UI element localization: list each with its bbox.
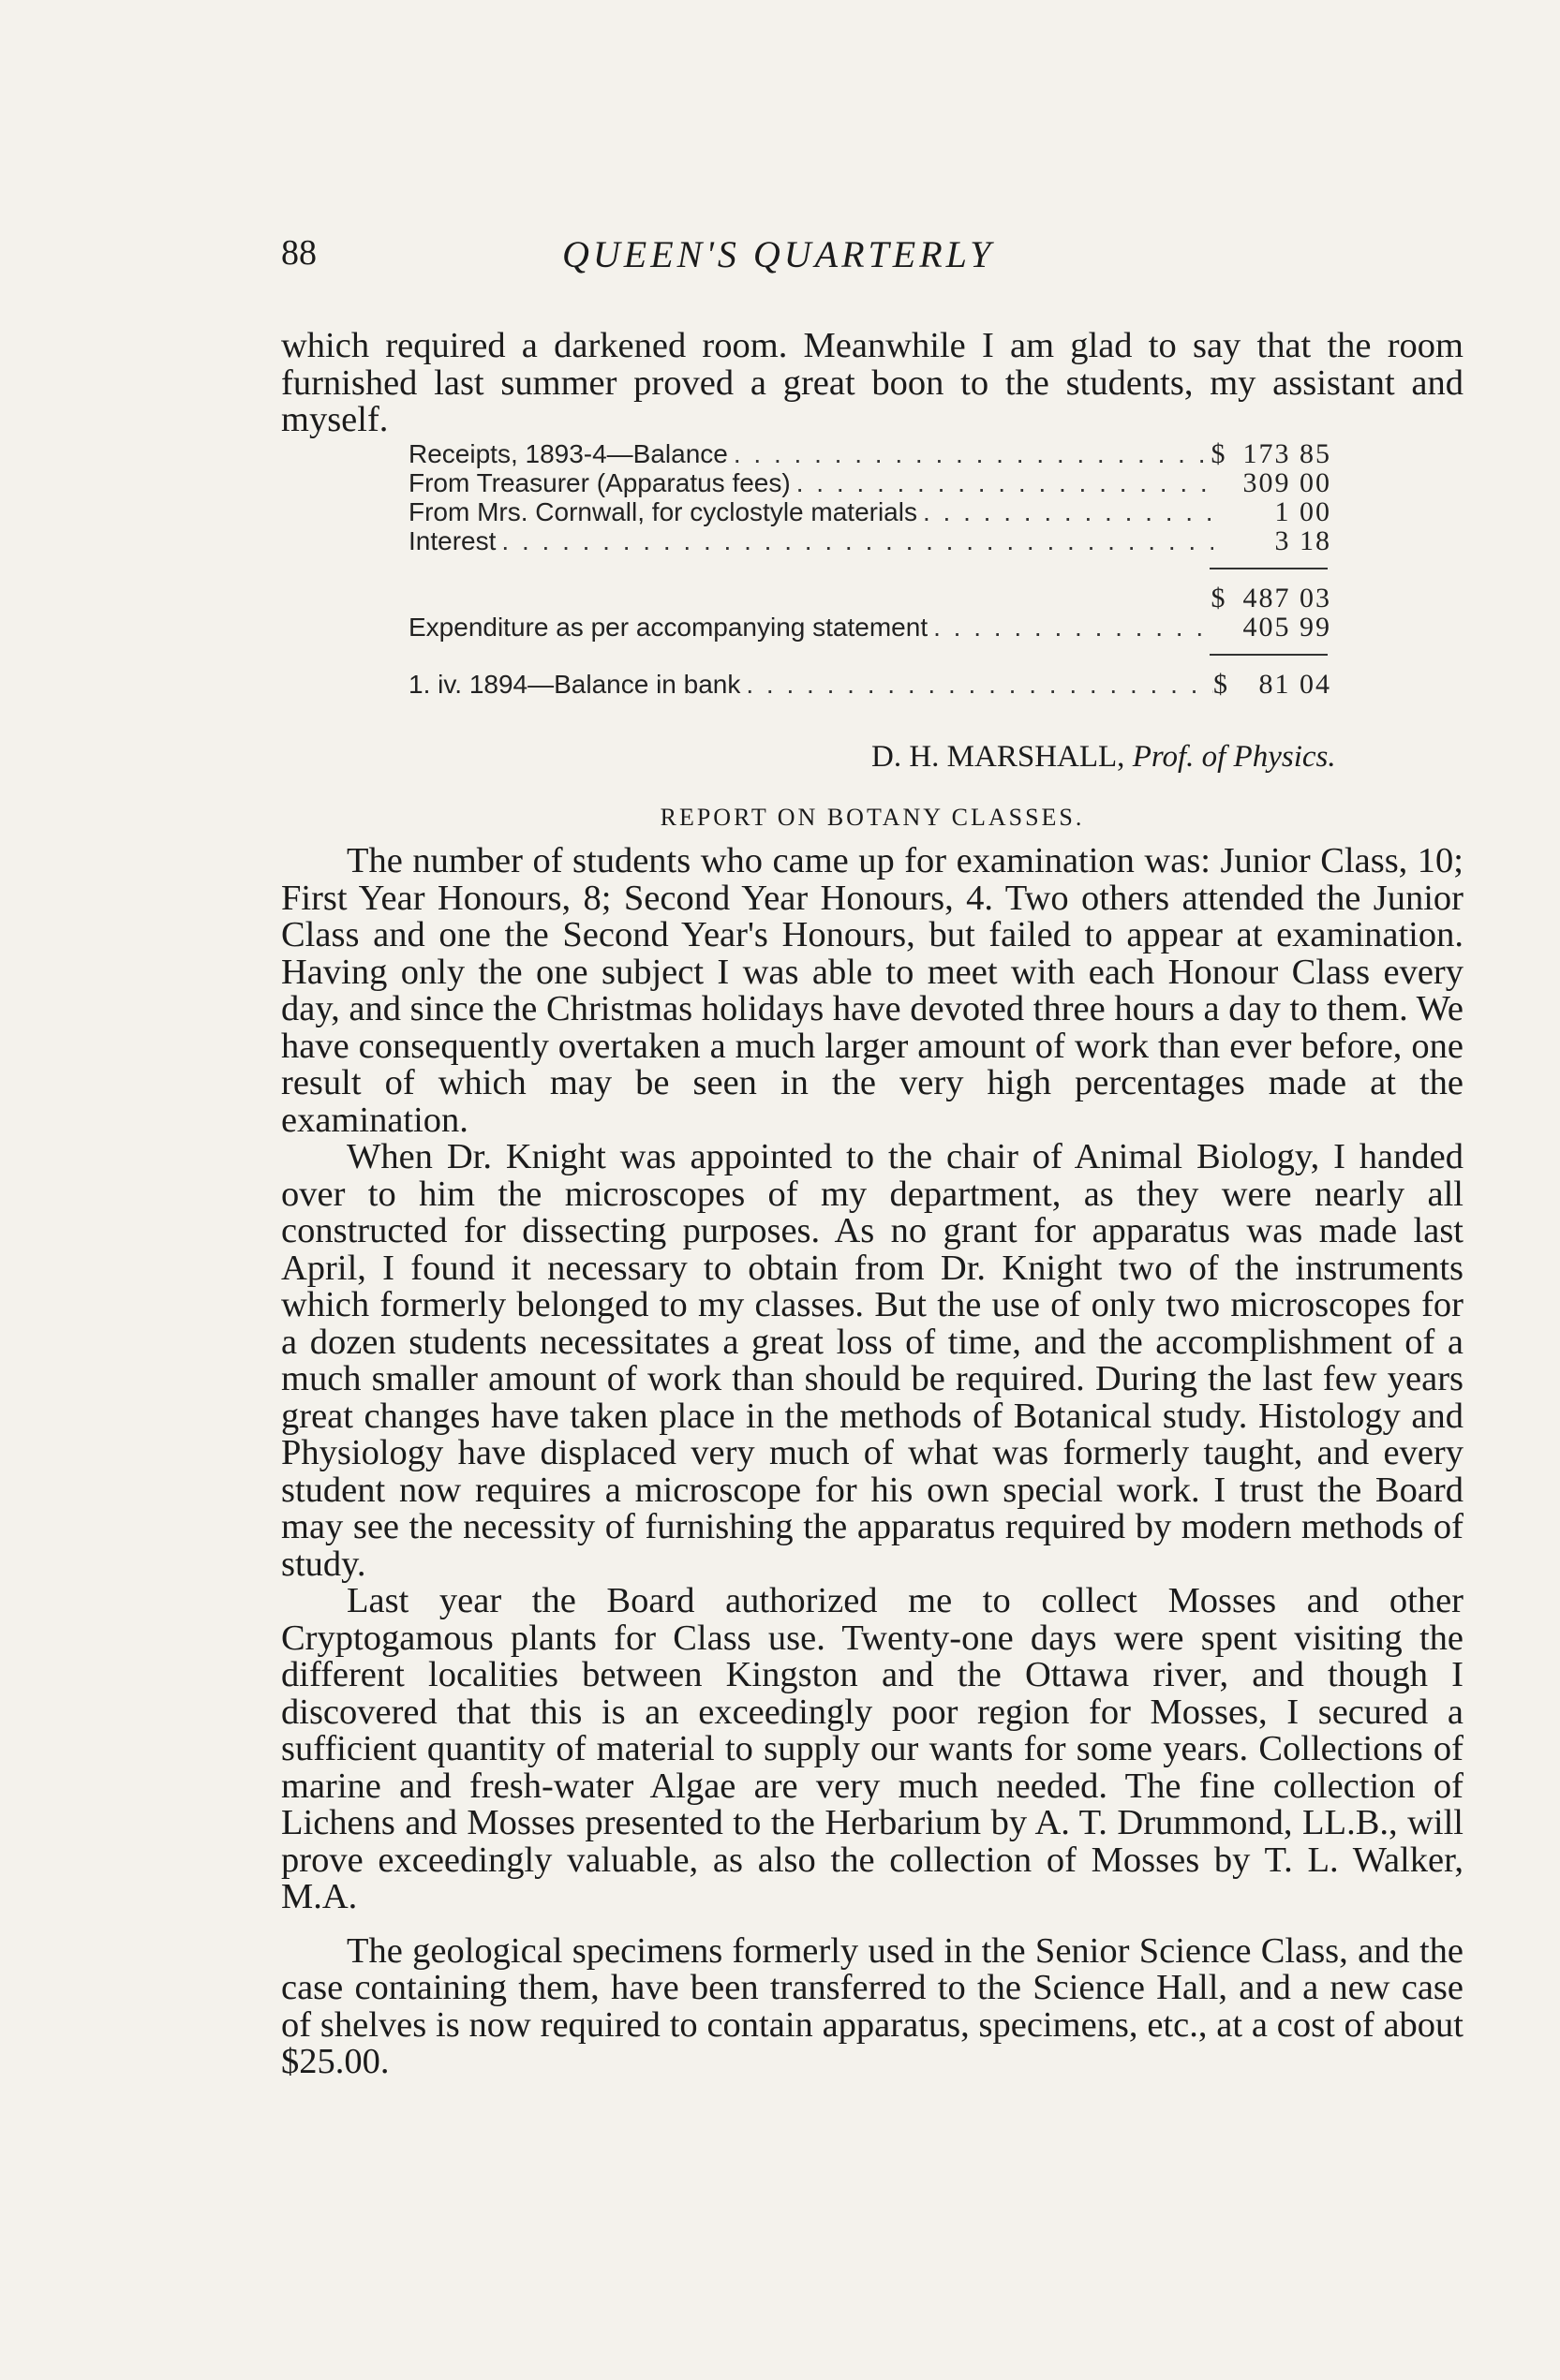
account-row-expenditure [409,612,1331,641]
section-heading: REPORT ON BOTANY CLASSES. [660,804,1085,831]
account-currency: $ [1211,438,1226,469]
signature [871,740,1336,775]
account-row-balance [409,669,1331,698]
running-head [281,232,1462,288]
account-amount: 173 85 [1242,438,1331,469]
account-row-receipts [409,438,1331,467]
account-row-cornwall [409,496,1331,525]
account-label: 1. iv. 1894—Balance in bank [409,670,741,699]
signature-name: D. H. MARSHALL, [871,740,1125,774]
account-currency: $ [1211,583,1226,613]
account-row-interest [409,525,1331,554]
leader-dots [501,526,1213,556]
account-row-total [409,583,1331,612]
account-currency: $ [1213,669,1227,700]
account-amount: 487 03 [1242,583,1331,613]
signature-title: Prof. of Physics. [1132,740,1336,774]
account-label: Interest [409,526,497,555]
account-label: From Mrs. Cornwall, for cyclostyle materials [409,497,917,526]
account-row-treasurer [409,467,1331,496]
report-body [281,843,1463,2081]
account-amount: 405 99 [1242,612,1331,643]
journal-title: QUEEN'S QUARTERLY [562,233,995,275]
page-number: 88 [281,233,317,273]
leader-dots [923,497,1213,527]
leader-dots [734,439,1211,469]
paragraph-student-numbers: The number of students who came up for examination was: Junior Class, 10; First Year Honours, 8; Second Year Honours, 4. Two others attended the Junior Class and one the Second Year's Honours, but failed to appear at examination. Having only the one subject I was able to meet with each Honour Class every day, and since the Christmas holidays have devoted three hours a day to them. We have consequently overtaken a much larger amount of work than ever before, one result of which may be seen in the very high percentages made at the examination. [281,841,1463,1140]
account-amount: 3 18 [1274,525,1331,556]
paragraph-mosses: Last year the Board authorized me to collect Mosses and other Cryptogamous plants for Class use. Twenty-one days were spent visiting the different localities between Kingston and the Ottawa river, and though I discovered that this is an exceedingly poor region for Mosses, I secured a sufficient quantity of material to supply our wants for some years. Collections of marine and fresh-water Algae are very much needed. The fine collection of Lichens and Mosses presented to the Herbarium by A. T. Drummond, LL.B., will prove exceedingly valuable, as also the collection of Mosses by T. L. Walker, M.A. [281,1581,1463,1916]
paragraph-microscopes: When Dr. Knight was appointed to the chair of Animal Biology, I handed over to him the microscopes of my department, as they were nearly all constructed for dissecting purposes. As no grant for apparatus was made last April, I found it necessary to obtain from Dr. Knight two of the instruments which formerly belonged to my classes. But the use of only two microscopes for a dozen students necessitates a great loss of time, and the accomplishment of a much smaller amount of work than should be required. During the last few years great changes have taken place in the methods of Botanical study. Histology and Physiology have displaced very much of what was formerly taught, and every student now requires a microscope for his own special work. I trust the Board may see the necessity of furnishing the apparatus required by modern methods of study. [281,1137,1463,1584]
intro-paragraph: which required a darkened room. Meanwhile I am glad to say that the room furnished last summer proved a great boon to the students, my assistant and myself. [281,326,1463,439]
account-amount: 309 00 [1242,467,1331,498]
accounts-table [409,438,1331,698]
account-label: Expenditure as per accompanying statement [409,613,929,642]
account-label: Receipts, 1893-4—Balance [409,439,728,468]
account-amount: 81 04 [1258,669,1331,700]
account-label: From Treasurer (Apparatus fees) [409,468,791,497]
leader-dots [933,613,1211,643]
paragraph-geological-specimens: The geological specimens formerly used in the Senior Science Class, and the case containing them, have been transferred to the Science Hall, and a new case of shelves is now required to contain apparatus, specimens, etc., at a cost of about $25.00. [281,1930,1463,2081]
leader-dots [796,468,1211,498]
leader-dots [746,670,1213,700]
account-amount: 1 00 [1274,496,1331,527]
